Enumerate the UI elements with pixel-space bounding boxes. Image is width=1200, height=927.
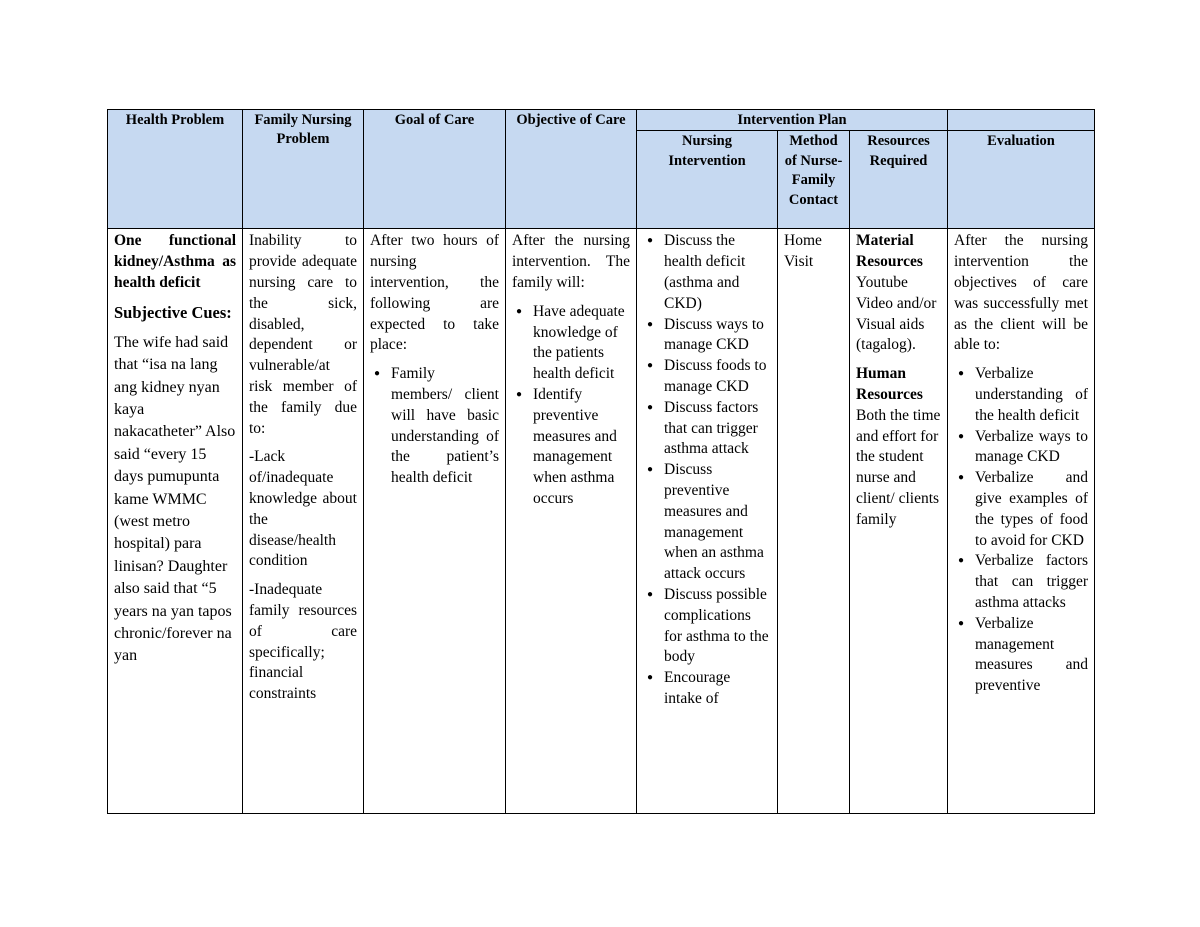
header-blank (948, 110, 1095, 131)
fnp-cause-1: -Lack of/inadequate knowledge about the disease/health condition (249, 448, 357, 570)
header-objective-of-care: Objective of Care (506, 110, 637, 229)
cell-evaluation (948, 229, 1095, 814)
header-health-problem: Health Problem (108, 110, 243, 229)
header-resources-required: Resources Required (850, 131, 948, 229)
material-resources-label: Material Resources (856, 232, 923, 271)
header-intervention-plan: Intervention Plan (637, 110, 948, 131)
material-resources-text: Youtube Video and/or Visual aids (tagalog). (856, 274, 937, 354)
fnp-cause-2: -Inadequate family resources of care specifically; financial constraints (249, 581, 357, 703)
list-item: ● Discuss factors that can trigger asthma attack (664, 398, 771, 460)
list-item: ● Encourage intake of (664, 668, 771, 710)
fnp-intro: Inability to provide adequate nursing care to the sick, disabled, dependent or vulnerable/at risk member of the family due to: (249, 232, 357, 437)
cell-resources-required (850, 229, 948, 814)
cell-family-nursing-problem (243, 229, 364, 814)
intervention-list (643, 231, 771, 709)
list-item: ● Discuss possible complications for asthma to the body (664, 585, 771, 668)
header-method-of-contact: Method of Nurse-Family Contact (778, 131, 850, 229)
header-evaluation: Evaluation (948, 131, 1095, 229)
list-item: ● Discuss preventive measures and management when an asthma attack occurs (664, 460, 771, 585)
objective-intro: After the nursing intervention. The family will: (512, 232, 630, 291)
method-value: Home Visit (784, 232, 822, 271)
evaluation-intro: After the nursing intervention the objectives of care was successfully met as the client will be able to: (954, 232, 1088, 354)
cell-nursing-intervention (637, 229, 778, 814)
human-resources-label: Human Resources (856, 365, 923, 403)
header-family-nursing-problem: Family Nursing Problem (243, 110, 364, 229)
list-item: ● Discuss ways to manage CKD (664, 315, 771, 357)
list-item: ● Verbalize understanding of the health deficit (975, 364, 1088, 426)
family-nursing-care-plan-table (107, 109, 1095, 814)
header-nursing-intervention: Nursing Intervention (637, 131, 778, 229)
list-item: ● Identify preventive measures and management when asthma occurs (533, 385, 630, 510)
body-row (108, 229, 1095, 814)
list-item: ● Have adequate knowledge of the patients health deficit (533, 302, 630, 385)
objective-list (512, 302, 630, 510)
health-problem-title: One functional kidney/Asthma as health deficit (114, 232, 236, 291)
list-item: ● Verbalize ways to manage CKD (975, 427, 1088, 469)
header-goal-of-care: Goal of Care (364, 110, 506, 229)
list-item: ● Discuss the health deficit (asthma and CKD) (664, 231, 771, 314)
header-row-1 (108, 110, 1095, 131)
list-item: ● Discuss foods to manage CKD (664, 356, 771, 398)
list-item: ● Verbalize and give examples of the types of food to avoid for CKD (975, 468, 1088, 551)
cell-goal-of-care (364, 229, 506, 814)
list-item: ● Verbalize management measures and preventive (975, 614, 1088, 697)
cell-health-problem (108, 229, 243, 814)
human-resources-text: Both the time and effort for the student nurse and client/ clients family (856, 406, 941, 528)
cell-method-of-contact (778, 229, 850, 814)
goal-list (370, 364, 499, 489)
list-item: ● Family members/ client will have basic understanding of the patient’s health deficit (391, 364, 499, 489)
subjective-cues-text: The wife had said that “isa na lang ang kidney nyan kaya nakacatheter” Also said “every 15 days pumupunta kame WMMC (west metro hospital) para linisan? Daughter also said that “5 years na yan tapos chronic/forever na yan (114, 333, 236, 665)
list-item: ● Verbalize factors that can trigger asthma attacks (975, 551, 1088, 613)
goal-intro: After two hours of nursing intervention, the following are expected to take place: (370, 232, 499, 354)
subjective-cues-label: Subjective Cues: (114, 302, 232, 322)
evaluation-list (954, 364, 1088, 697)
cell-objective-of-care (506, 229, 637, 814)
